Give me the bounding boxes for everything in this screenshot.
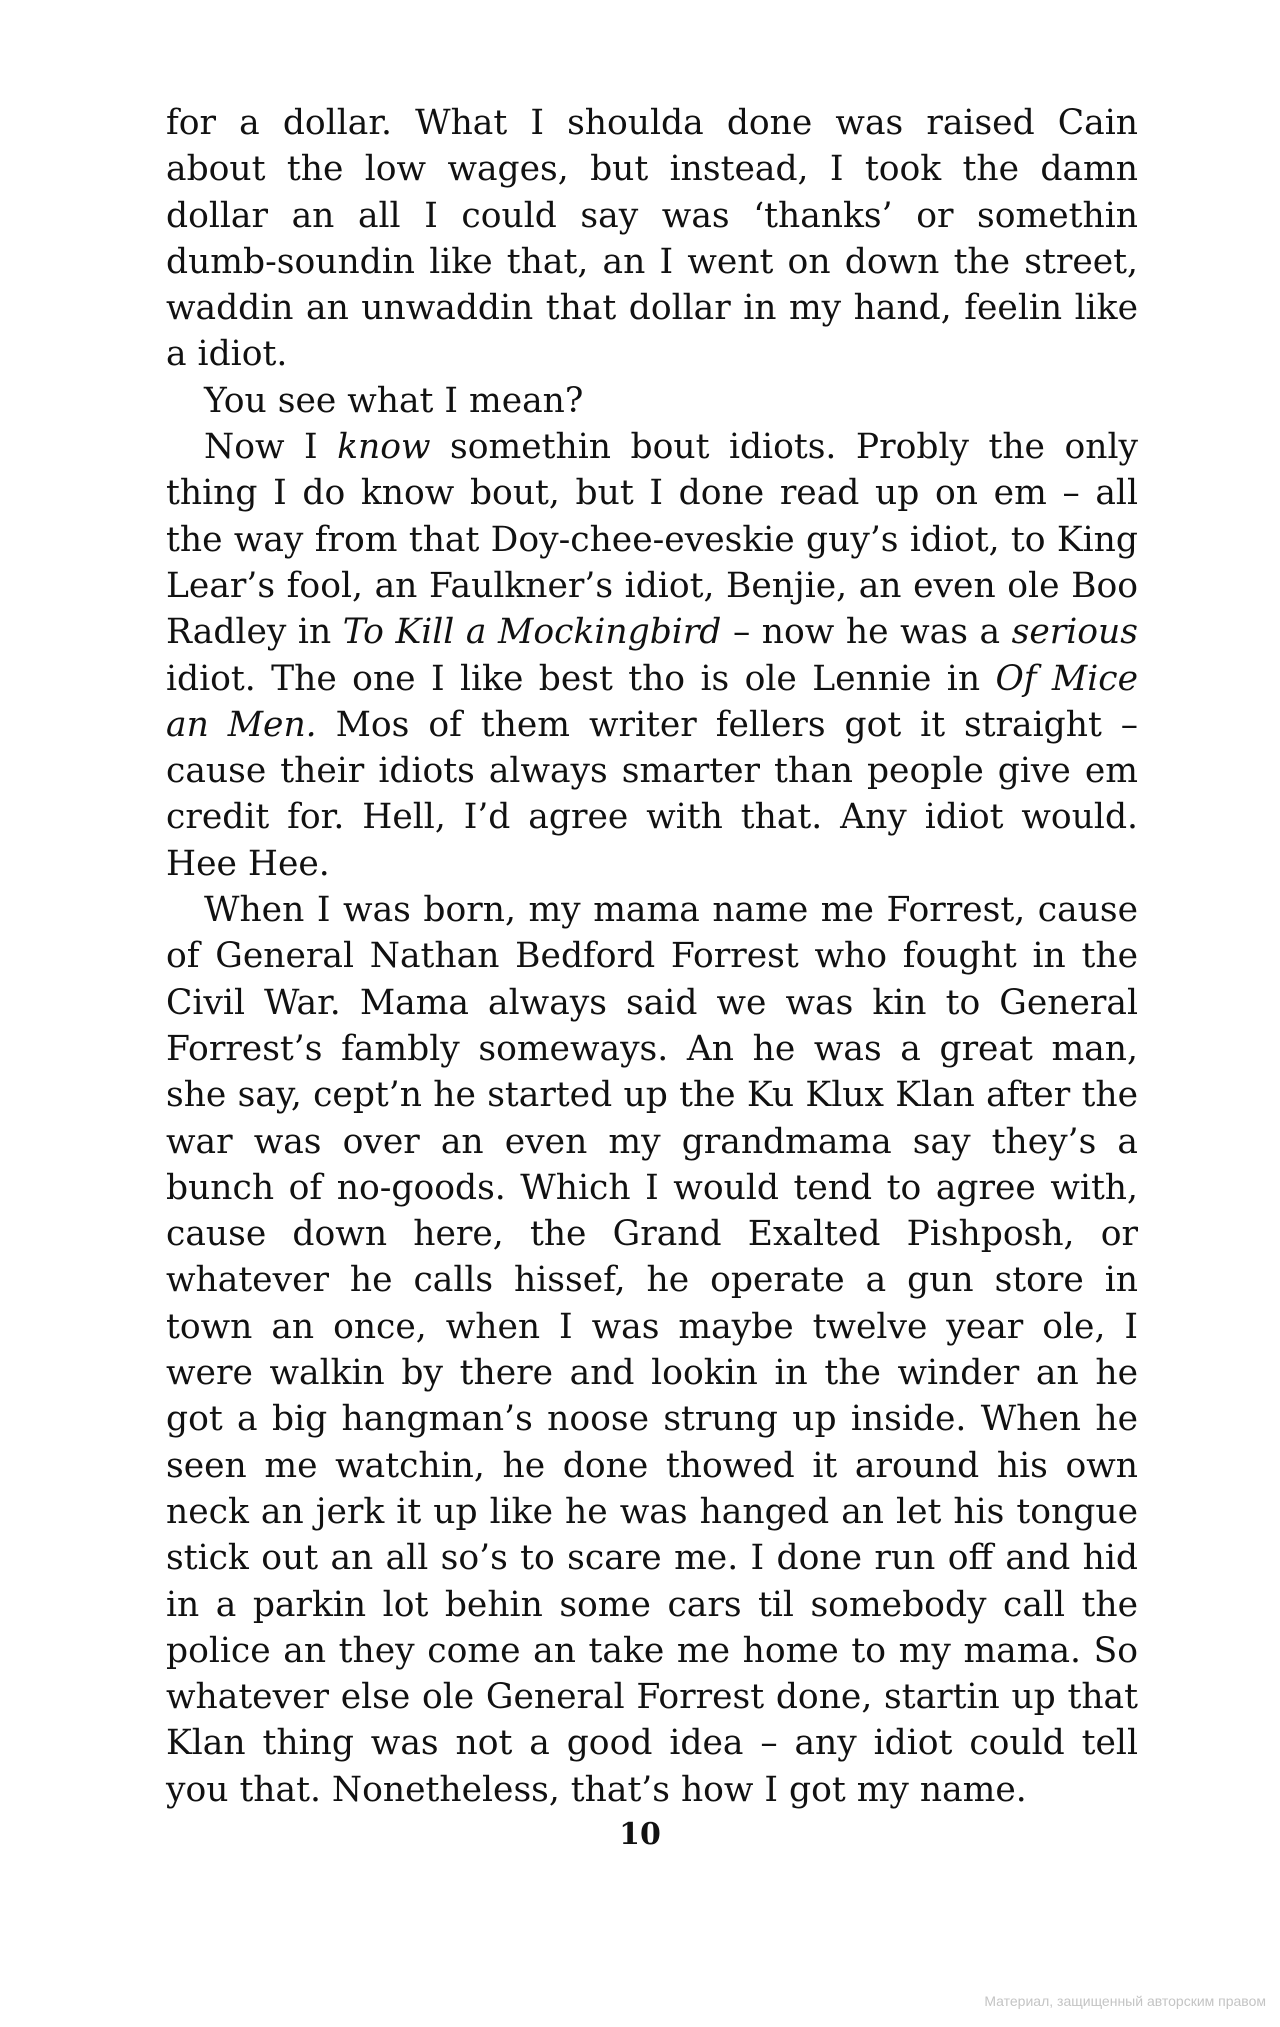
paragraph (166, 887, 1138, 1813)
italic-run: To Kill a Mockingbird (342, 612, 722, 653)
italic-run: know (337, 427, 431, 468)
paragraph (166, 378, 1138, 424)
text-run: When I was born, my mama name me Forrest, cause of General Nathan Bedford Forrest who fought in the Civil War. Mama always said we was kin to General Forrest’s fambly someways. An he was a great man, she say, cept’n he started up the Ku Klux Klan after the war was over an even my grandmama say they’s a bunch of no-goods. Which I would tend to agree with, cause down here, the Grand Exalted Pishposh, or whatever he calls hissef, he operate a gun store in town an once, when I was maybe twelve year ole, I were walkin by there and lookin in the winder an he got a big hangman’s noose strung up inside. When he seen me watchin, he done thowed it around his own neck an jerk it up like he was hanged an let his tongue stick out an all so’s to scare me. I done run off and hid in a parkin lot behin some cars til somebody call the police an they come an take me home to my mama. So whatever else ole General Forrest done, startin up that Klan thing was not a good idea – any idiot could tell you that. Nonetheless, that’s how I got my name. (166, 890, 1138, 1810)
text-run: You see what I mean? (204, 380, 584, 421)
text-run: – now he was a (721, 612, 1012, 653)
paragraph (166, 100, 1138, 378)
italic-run: serious (1011, 612, 1138, 653)
text-run: Now I (204, 427, 338, 468)
page-number: 10 (619, 1817, 661, 1852)
paragraph (166, 424, 1138, 887)
italic-run: Of Mice an Men. (166, 658, 1138, 745)
copyright-notice: Материал, защищенный авторским правом (984, 1993, 1266, 2009)
body-text (166, 100, 1138, 1813)
text-run: Mos of them writer fellers got it straight – cause their idiots always smarter than people give em credit for. Hell, I’d agree with that. Any idiot would. Hee Hee. (166, 704, 1138, 884)
text-run: idiot. The one I like best tho is ole Lennie in (166, 658, 996, 699)
text-run: for a dollar. What I shoulda done was raised Cain about the low wages, but instead, I took the damn dollar an all I could say was ‘thanks’ or somethin dumb-soundin like that, an I went on down the street, waddin an unwaddin that dollar in my hand, feelin like a idiot. (166, 103, 1138, 375)
text-run: somethin bout idiots. Probly the only thing I do know bout, but I done read up on em – all the way from that Doy-chee-eveskie guy’s idiot, to King Lear’s fool, an Faulkner’s idiot, Benjie, an even ole Boo Radley in (166, 427, 1138, 653)
